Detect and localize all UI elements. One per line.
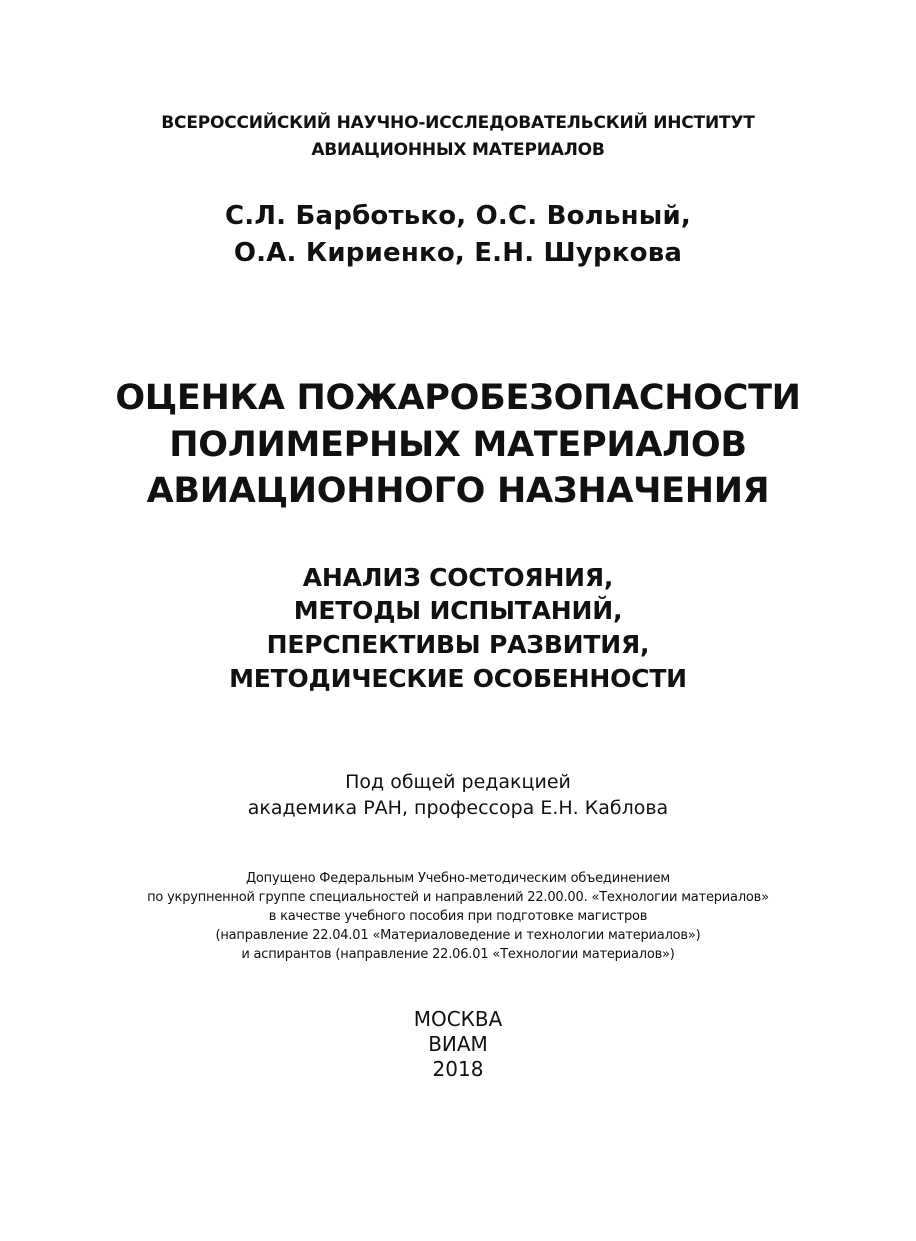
approval-line-1: Допущено Федеральным Учебно-методическим объединением [245, 871, 671, 886]
institute-name-line-2: АВИАЦИОННЫХ МАТЕРИАЛОВ [311, 140, 605, 160]
book-title-line-2: ПОЛИМЕРНЫХ МАТЕРИАЛОВ [169, 425, 747, 465]
editor-line-1: Под общей редакцией [345, 771, 571, 793]
authors-line-1: С.Л. Барботько, О.С. Вольный, [225, 201, 691, 231]
subtitle-line-2: МЕТОДЫ ИСПЫТАНИЙ, [293, 596, 623, 625]
approval-line-4: (направление 22.04.01 «Материаловедение и технологии материалов») [215, 928, 701, 943]
editor-line-2: академика РАН, профессора Е.Н. Каблова [247, 797, 669, 819]
authors-line-2: О.А. Кириенко, Е.Н. Шуркова [233, 238, 683, 268]
subtitle-line-1: АНАЛИЗ СОСТОЯНИЯ, [302, 563, 614, 592]
imprint-city: МОСКВА [413, 1007, 503, 1031]
subtitle-line-3: ПЕРСПЕКТИВЫ РАЗВИТИЯ, [266, 630, 650, 659]
institute-name-line-1: ВСЕРОССИЙСКИЙ НАУЧНО-ИССЛЕДОВАТЕЛЬСКИЙ ИНСТИТУТ [161, 113, 755, 133]
approval-line-3: в качестве учебного пособия при подготовке магистров [268, 909, 648, 924]
imprint-year: 2018 [432, 1057, 484, 1081]
subtitle-line-4: МЕТОДИЧЕСКИЕ ОСОБЕННОСТИ [229, 664, 687, 693]
book-title-line-3: АВИАЦИОННОГО НАЗНАЧЕНИЯ [146, 471, 770, 511]
approval-line-5: и аспирантов (направление 22.06.01 «Технологии материалов») [241, 947, 675, 962]
book-title-line-1: ОЦЕНКА ПОЖАРОБЕЗОПАСНОСТИ [115, 378, 801, 418]
imprint-publisher: ВИАМ [428, 1032, 488, 1056]
approval-line-2: по укрупненной группе специальностей и направлений 22.00.00. «Технологии материалов» [147, 890, 769, 905]
